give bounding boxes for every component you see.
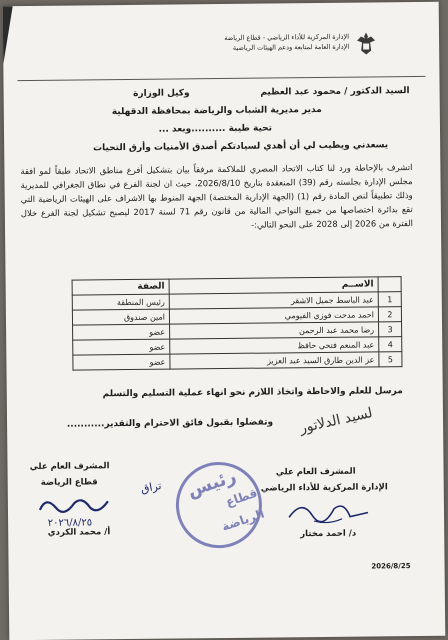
handwritten-left-note: تراق: [139, 478, 163, 496]
row-name: عبد المنعم فتحي حافظ: [170, 337, 379, 354]
row-name: رضا محمد عبد الرحمن: [170, 322, 379, 339]
right-signer-name: د/ احمد مختار: [300, 528, 357, 540]
handwritten-note-top: لسيد الدلاتور: [298, 404, 374, 437]
row-index: 2: [378, 307, 401, 322]
recipient-title: وكيل الوزارة: [133, 88, 190, 99]
table-row: [73, 352, 402, 370]
eagle-emblem-icon: [355, 30, 377, 56]
closing-line-1: مرسل للعلم والاحاطة واتخاذ اللازم نحو انهاء عملية التسليم والتسلم: [102, 386, 403, 400]
row-name: عبد الباسط جميل الاشقر: [169, 292, 378, 309]
pleasure-line: يسعدني ويطيب لي أن أهدي لسيادتكم أصدق الأمنيات وأرق التحيات: [92, 140, 389, 154]
row-role: امين صندوق: [72, 309, 169, 325]
right-signature-icon: [284, 494, 374, 529]
members-table: [72, 276, 403, 370]
letter-page: [3, 2, 446, 640]
recipient-org: مدير مديرية الشباب والرياضة بمحافظة الدقهلية: [111, 104, 322, 118]
stamp-line-2: قطاع الرياضة: [219, 485, 267, 534]
row-name: عز الدين طارق السيد عبد العزيز: [170, 352, 379, 369]
row-role: رئيس المنطقة: [72, 294, 169, 310]
handwritten-left-date: ٢٠٢٦/٨/٢٥: [47, 517, 93, 529]
header-line-1: الإدارة المركزية للأداء الرياضي - قطاع الرياضة: [224, 32, 350, 42]
row-index: 3: [379, 322, 402, 337]
role-header: الصفة: [72, 279, 169, 295]
index-header: [378, 277, 401, 292]
stamp-line-1: رئيس: [184, 465, 239, 502]
header-line-2: الإدارة العامة لمتابعة ودعم الهيئات الرياضية: [232, 42, 350, 52]
row-index: 4: [379, 337, 402, 352]
row-role: عضو: [73, 324, 170, 340]
body-paragraph: اتشرف بالإحاطة ورد لنا كتاب الاتحاد المصري للملاكمة مرفقاً بيان بتشكيل أفرع مناطق الاتحاد طبقاً لمو افقة مجلس الإدارة بجلسته رقم (39) المنعقدة بتاريخ 2026/8/10، حيث ان لجنة الفرع في نطاق الجغرافي للمديرية وذلك تطبيقاً لنص المادة رقم (1) (الجهة الإدارية المختصة) الجهة المنوط بها الاشراف على الهيئات الرياضية التي تقع بدائرة اختصاصها من جميع النواحي المالية من قانون رقم 71 لسنة 2017 ليصبح تشكيل لجنة الفرع خلال الفترة من 2026 إلى 2028 على النحو التالي:-: [20, 162, 414, 230]
left-signer-title: المشرف العام علي: [29, 461, 110, 473]
greeting: تحية طيبة ..........وبعد ...: [158, 123, 273, 135]
row-role: عضو: [73, 339, 170, 355]
official-stamp: [164, 451, 273, 560]
row-name: احمد مدحت فوزي الفيومي: [169, 307, 378, 324]
header-divider: [17, 76, 425, 81]
left-signer-dept: قطاع الرياضة: [40, 477, 98, 488]
left-signer-name: أ/ محمد الكردي: [47, 527, 111, 538]
right-signer-title: المشرف العام علي: [275, 466, 356, 478]
right-signer-dept: الإدارة المركزية للأداء الرياضي: [260, 482, 388, 494]
row-index: 1: [378, 292, 401, 307]
recipient-name: السيد الدكتور / محمود عبد العظيم: [260, 86, 410, 98]
dark-corner: [3, 6, 14, 64]
name-header: الاســم: [169, 277, 378, 294]
document-date: 2026/8/25: [371, 562, 411, 571]
row-index: 5: [379, 352, 402, 367]
closing-line-2: وتفضلوا بقبول فائق الاحترام والتقدير...........: [66, 417, 274, 430]
row-role: عضو: [73, 354, 170, 370]
